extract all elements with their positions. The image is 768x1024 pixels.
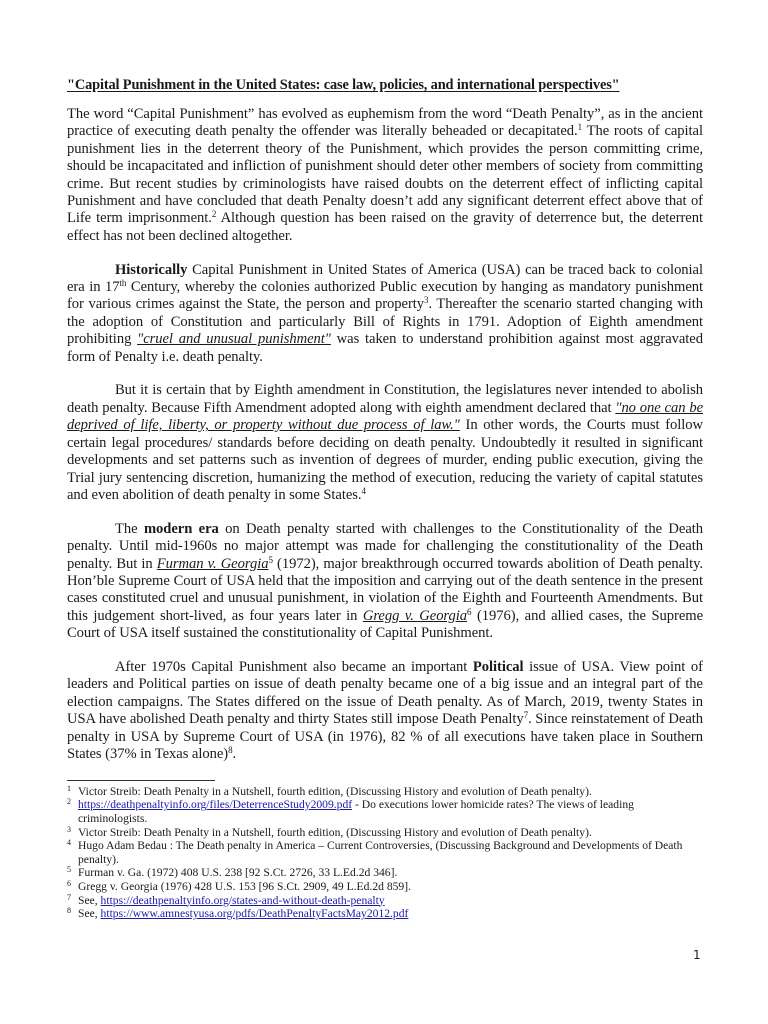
paragraph-historically [67, 262, 703, 366]
text: But it is certain that by Eighth amendment in Constitution, the legislatures never intended to abolish death penalty. Because Fifth Amendment adopted along with eighth amendment declared that [67, 382, 703, 416]
footnote-text: See, [78, 907, 101, 921]
footnote-6: $^6$ Gregg v. Georgia (1976) 428 U.S. 153 [96 S.Ct. 2909, 49 L.Ed.2d 859]. [67, 878, 411, 893]
footnote-8: $^8$ See, https://www.amnestyusa.org/pdfs/DeathPenaltyFactsMay2012.pdf [67, 906, 409, 921]
footnote-text: Furman v. Ga. (1972) 408 U.S. 238 [92 S.Ct. 2726, 33 L.Ed.2d 346]. [78, 866, 398, 880]
footnote-ref-3[interactable]: 3 [424, 295, 429, 306]
footnote-ref-4[interactable]: 4 [361, 485, 366, 496]
quote-due-process: "no one can be deprived of life, liberty, or property without due process of law." [67, 399, 703, 434]
text: . Thereafter the scenario started changing with the adoption of Constitution and particularly Bill of Rights in 1791. Adoption of Eighth amendment prohibiting [67, 296, 704, 348]
footnote-5: $^5$ Furman v. Ga. (1972) 408 U.S. 238 [92 S.Ct. 2726, 33 L.Ed.2d 346]. [67, 865, 398, 880]
footnote-ref-2[interactable]: 2 [211, 209, 217, 220]
bold-term-modern-era: modern era [143, 520, 219, 537]
footnote-text: - Do executions lower homicide rates? The views of leading criminologists. [78, 798, 634, 825]
footnotes-section [67, 785, 703, 921]
footnote-3: $^3$ Victor Streib: Death Penalty in a Nutshell, fourth edition, (Discussing History and evolution of Death penalty). [67, 824, 592, 839]
text: The roots of capital punishment lies in the deterrent theory of the Punishment, which provides the person committing crime, should be incapacitated and infliction of punishment should deter other members of society from committing crime. But recent studies by criminologists have raised doubts on the deterrent effect of inflicting capital Punishment and have concluded that death Penalty doesn’t add any significant deterrent effect above that of Life term imprisonment. [67, 123, 703, 227]
footnote-text: See, [78, 893, 101, 907]
text: (1972), major breakthrough occurred towards abolition of Death penalty. Hon’ble Supreme Court of USA held that the imposition and carrying out of the death sentence in the present cases constituted cruel and unusual punishment, in violation of the Eighth and Fourteenth Amendments. But this judgement short-lived, as four years later in [67, 555, 703, 624]
document-title: "Capital Punishment in the United States: case law, policies, and international perspectives" [67, 77, 620, 93]
footnote-2: $^2$ https://deathpenaltyinfo.org/files/DeterrenceStudy2009.pdf - Do executions lower homicide rates? The views of leading criminologists. [67, 797, 634, 825]
bold-term-historically: Historically [115, 261, 188, 278]
footnote-text: Victor Streib: Death Penalty in a Nutshell, fourth edition, (Discussing History and evolution of Death penalty). [78, 784, 592, 798]
footnote-4: $^4$ Hugo Adam Bedau : The Death penalty in America – Current Controversies, (Discussing Background and Developments of Death penalty). [67, 838, 683, 866]
paragraph-political [67, 659, 703, 763]
paragraph-intro [67, 106, 703, 245]
paragraph-modern-era [67, 521, 703, 643]
text: The word “Capital Punishment” has evolved as euphemism from the word “Death Penalty”, as in the ancient practice of executing death penalty the offender was literally beheaded or decapitated. [67, 106, 703, 140]
case-gregg-v-georgia: Gregg v. Georgia [362, 607, 468, 624]
text: After 1970s Capital Punishment also became an important [115, 658, 473, 675]
paragraph-eighth-amendment [67, 382, 703, 504]
footnote-link-deterrence-study[interactable]: https://deathpenaltyinfo.org/files/DeterrenceStudy2009.pdf [78, 798, 353, 812]
quote-cruel-unusual: "cruel and unusual punishment" [137, 331, 331, 348]
text: The [115, 520, 144, 537]
bold-term-political: Political [472, 658, 524, 675]
footnote-separator [67, 780, 215, 781]
footnote-ref-8[interactable]: 8 [228, 744, 233, 755]
page-number: 1 [693, 948, 701, 962]
text: . [232, 745, 237, 762]
footnote-link-amnesty-facts[interactable]: https://www.amnestyusa.org/pdfs/DeathPenaltyFactsMay2012.pdf [100, 907, 409, 921]
document-page [67, 76, 703, 921]
text: Century, whereby the colonies authorized Public execution by hanging as mandatory punishment for various crimes against the State, the person and property [67, 279, 703, 313]
text: issue of USA. View point of leaders and Political parties on issue of death penalty became one of a big issue and an integral part of the election campaigns. The States differed on the issue of Death penalty. As of March, 2019, twenty States in USA have abolished Death penalty and thirty States still impose Death Penalty [67, 658, 703, 728]
case-furman-v-georgia: Furman v. Georgia [156, 555, 269, 572]
text: Although question has been raised on the gravity of deterrence but, the deterrent effect has not been declined altogether. [67, 210, 703, 244]
footnote-ref-1[interactable]: 1 [577, 122, 583, 133]
text: on Death penalty started with challenges to the Constitutionality of the Death penalty. Until mid-1960s no major attempt was made for challenging the constitutionality of the Death penalty. But in [67, 520, 704, 572]
footnote-text: Hugo Adam Bedau : The Death penalty in America – Current Controversies, (Discussing Background and Developments of Death penalty). [78, 839, 683, 866]
text: In other words, the Courts must follow certain legal procedures/ standards before deciding on death penalty. Undoubtedly it resulted in significant developments and set patterns such as invention of degrees of murder, ending public execution, giving the Trial jury sentencing discretion, humanizing the method of execution, reducing the variety of capital statutes and even abolition of death penalty in some States. [67, 417, 703, 503]
footnote-ref-7[interactable]: 7 [523, 710, 529, 721]
footnote-7: $^7$ See, https://deathpenaltyinfo.org/states-and-without-death-penalty [67, 892, 385, 907]
text: (1976), and allied cases, the Supreme Court of USA itself sustained the constitutionality of Capital Punishment. [67, 607, 703, 642]
footnote-text: Victor Streib: Death Penalty in a Nutshell, fourth edition, (Discussing History and evolution of Death penalty). [78, 825, 592, 839]
footnote-1: $^1$ Victor Streib: Death Penalty in a Nutshell, fourth edition, (Discussing History and evolution of Death penalty). [67, 783, 592, 798]
text: was taken to understand prohibition against most aggravated form of Penalty i.e. death penalty. [67, 331, 703, 365]
footnote-ref-6[interactable]: 6 [467, 606, 472, 617]
footnote-link-states-death-penalty[interactable]: https://deathpenaltyinfo.org/states-and-without-death-penalty [100, 893, 385, 907]
footnote-ref-5[interactable]: 5 [268, 554, 273, 565]
ordinal-suffix: th [119, 278, 127, 289]
text: . Since reinstatement of Death penalty in USA by Supreme Court of USA (in 1976), 82 % of all executions have taken place in Southern States (37% in Texas alone) [67, 711, 703, 762]
footnote-text: Gregg v. Georgia (1976) 428 U.S. 153 [96 S.Ct. 2909, 49 L.Ed.2d 859]. [78, 879, 411, 893]
text: Capital Punishment in United States of America (USA) can be traced back to colonial era in 17 [67, 261, 703, 296]
